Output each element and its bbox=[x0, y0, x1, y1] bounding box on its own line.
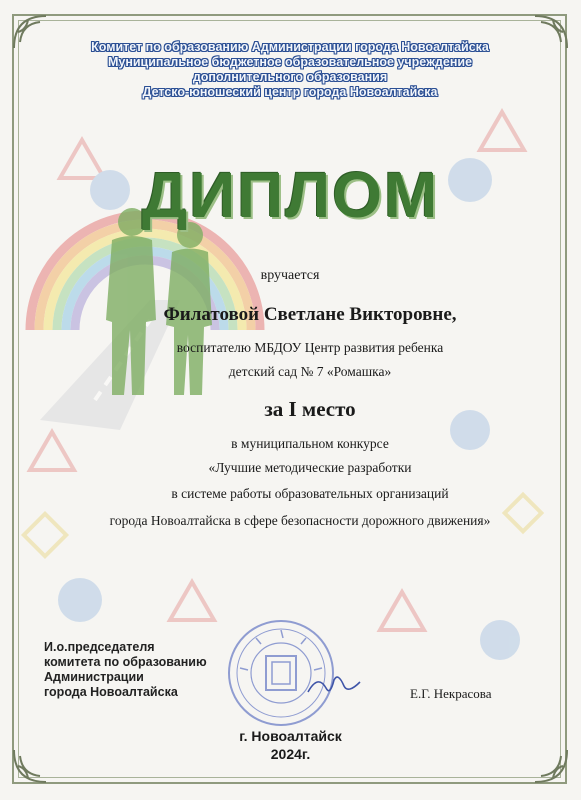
header-line: дополнительного образования bbox=[192, 70, 388, 84]
award-verb: вручается bbox=[260, 268, 320, 283]
signatory-line: города Новоалтайска bbox=[44, 685, 178, 699]
recipient-position: воспитателю МБДОУ Центр развития ребенка bbox=[176, 340, 444, 355]
issuer-header bbox=[40, 40, 540, 100]
signatory-title bbox=[44, 640, 264, 700]
signatory-line: И.о.председателя bbox=[44, 640, 155, 654]
contest-line: в системе работы образовательных организаций bbox=[171, 486, 449, 501]
signatory-line: комитета по образованию bbox=[44, 655, 207, 669]
contest-line: в муниципальном конкурсе bbox=[231, 436, 389, 451]
issue-year: 2024г. bbox=[270, 746, 311, 762]
signatory-line: Администрации bbox=[44, 670, 144, 684]
header-line: Комитет по образованию Администрации города Новоалтайска bbox=[91, 40, 489, 54]
contest-line: «Лучшие методические разработки bbox=[208, 460, 412, 475]
recipient-name: Филатовой Светлане Викторовне, bbox=[163, 304, 457, 325]
signature-icon bbox=[304, 670, 364, 700]
issue-city: г. Новоалтайск bbox=[239, 728, 342, 744]
header-line: Детско-юношеский центр города Новоалтайска bbox=[142, 85, 438, 99]
signatory-name: Е.Г. Некрасова bbox=[410, 686, 492, 701]
contest-line: города Новоалтайска в сфере безопасности дорожного движения» bbox=[109, 513, 491, 528]
diploma-title: ДИПЛОМ bbox=[141, 159, 440, 231]
header-line: Муниципальное бюджетное образовательное учреждение bbox=[107, 55, 473, 69]
award-place: за I место bbox=[264, 397, 356, 421]
recipient-organization: детский сад № 7 «Ромашка» bbox=[228, 364, 392, 379]
